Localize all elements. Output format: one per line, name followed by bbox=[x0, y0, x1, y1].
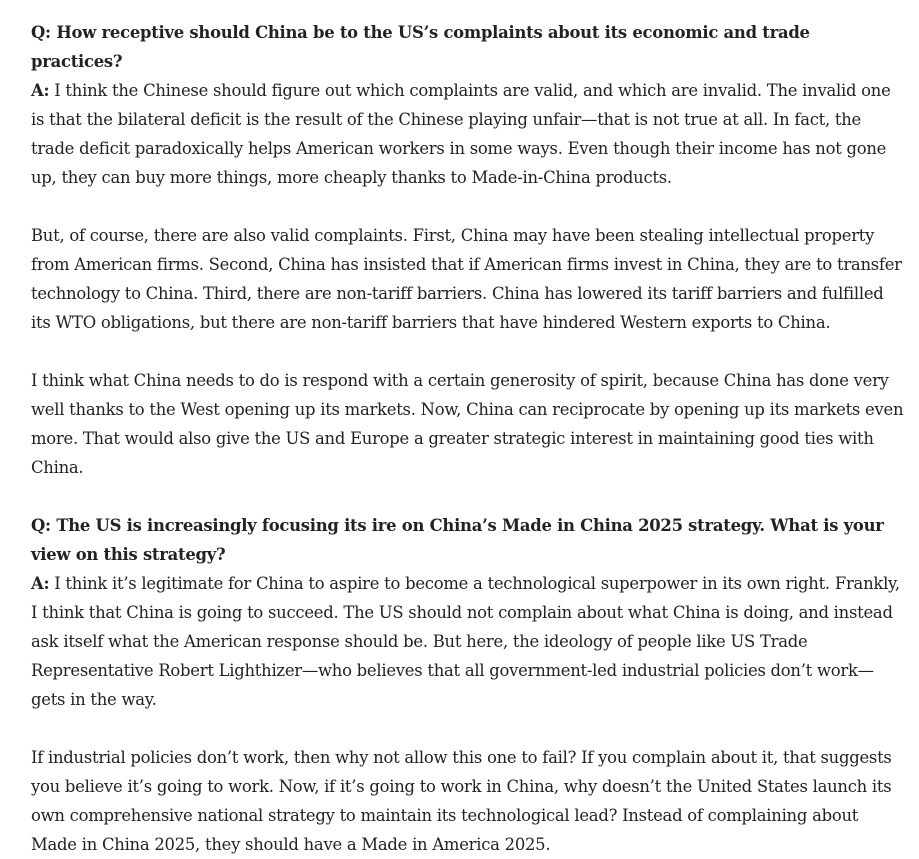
question-1 bbox=[31, 18, 905, 76]
article-body bbox=[31, 18, 905, 859]
question-2 bbox=[31, 511, 905, 569]
question-text: The US is increasingly focusing its ire on China’s Made in China 2025 strategy. What is your view on this strategy? bbox=[31, 516, 884, 564]
answer-prefix: A: bbox=[31, 574, 50, 593]
paragraph: If industrial policies don’t work, then why not allow this one to fail? If you complain about it, that suggests you believe it’s going to work. Now, if it’s going to work in China, why doesn’t the United States launch its own comprehensive national strategy to maintain its technological lead? Instead of complaining about Made in China 2025, they should have a Made in America 2025. bbox=[31, 748, 892, 854]
question-prefix: Q: bbox=[31, 516, 51, 535]
answer-text: I think it’s legitimate for China to aspire to become a technological superpower in its own right. Frankly, I think that China is going to succeed. The US should not complain about what China is doing, and instead ask itself what the American response should be. But here, the ideology of people like US Trade Representative Robert Lighthizer—who believes that all government-led industrial policies don’t work—gets in the way. bbox=[31, 574, 900, 709]
answer-prefix: A: bbox=[31, 81, 50, 100]
paragraph: I think what China needs to do is respond with a certain generosity of spirit, because China has done very well thanks to the West opening up its markets. Now, China can reciprocate by opening up its markets even more. That would also give the US and Europe a greater strategic interest in maintaining good ties with China. bbox=[31, 371, 904, 477]
question-prefix: Q: bbox=[31, 23, 51, 42]
qa-block-1 bbox=[31, 18, 905, 482]
answer-2 bbox=[31, 569, 905, 714]
question-text: How receptive should China be to the US’s complaints about its economic and trade practices? bbox=[31, 23, 810, 71]
paragraph: But, of course, there are also valid complaints. First, China may have been stealing intellectual property from American firms. Second, China has insisted that if American firms invest in China, they are to transfer technology to China. Third, there are non-tariff barriers. China has lowered its tariff barriers and fulfilled its WTO obligations, but there are non-tariff barriers that have hindered Western exports to China. bbox=[31, 226, 902, 332]
answer-text: I think the Chinese should figure out which complaints are valid, and which are invalid. The invalid one is that the bilateral deficit is the result of the Chinese playing unfair—that is not true at all. In fact, the trade deficit paradoxically helps American workers in some ways. Even though their income has not gone up, they can buy more things, more cheaply thanks to Made-in-China products. bbox=[31, 81, 891, 187]
answer-1 bbox=[31, 76, 905, 192]
qa-block-2 bbox=[31, 511, 905, 859]
